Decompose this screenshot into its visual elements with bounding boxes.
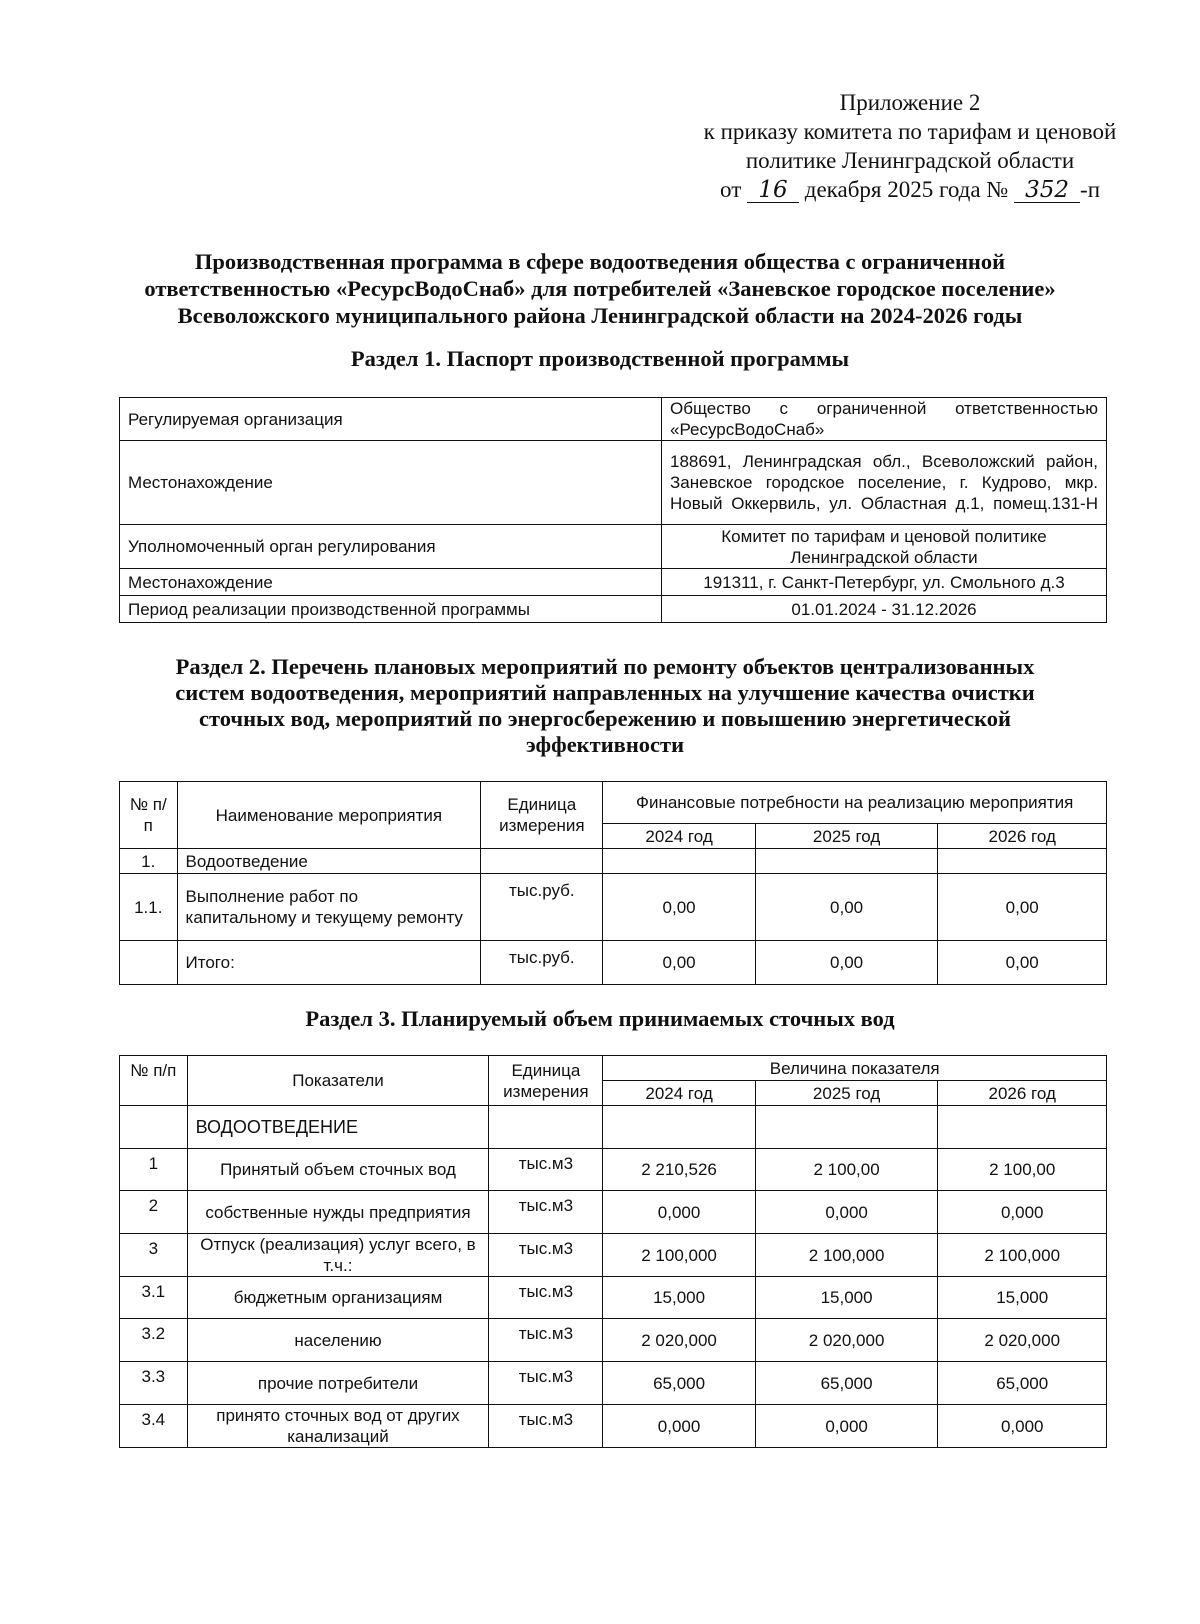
row-value-2025: 15,000 bbox=[755, 1277, 938, 1319]
row-value-2024: 2 020,000 bbox=[603, 1319, 755, 1362]
appendix-header bbox=[660, 88, 1160, 204]
row-name: принято сточных вод от других канализаций bbox=[187, 1405, 489, 1448]
passport-value: Комитет по тарифам и ценовой политике Ленинградской области bbox=[662, 525, 1107, 569]
row-num: 1.1. bbox=[120, 874, 178, 941]
table-row bbox=[120, 441, 1107, 525]
table-row bbox=[120, 874, 1107, 941]
row-name: Принятый объем сточных вод bbox=[187, 1149, 489, 1191]
row-num: 1. bbox=[120, 849, 178, 874]
section-2-heading-line-3: сточных вод, мероприятий по энергосбережению и повышению энергетической bbox=[198, 706, 1012, 731]
section-2-heading-line-4: эффективности bbox=[525, 732, 685, 757]
row-value-2026: 0,000 bbox=[938, 1191, 1107, 1234]
column-header-name: Наименование мероприятия bbox=[177, 782, 481, 849]
row-unit: тыс.м3 bbox=[489, 1234, 603, 1277]
table-row bbox=[120, 596, 1107, 623]
row-value-2026: 0,00 bbox=[938, 941, 1107, 985]
row-num: 2 bbox=[120, 1191, 188, 1234]
row-unit: тыс.руб. bbox=[481, 941, 603, 985]
row-unit: тыс.м3 bbox=[489, 1149, 603, 1191]
row-value-2024: 2 100,000 bbox=[603, 1234, 755, 1277]
table-row bbox=[120, 1234, 1107, 1277]
row-value-2024: 0,00 bbox=[603, 941, 755, 985]
program-title-line-1: Производственная программа в сфере водоотведения общества с ограниченной bbox=[194, 249, 1006, 274]
section-2-heading bbox=[40, 654, 1170, 758]
row-value-2025: 2 020,000 bbox=[755, 1319, 938, 1362]
table-row bbox=[120, 1106, 1107, 1149]
row-value-2024: 2 210,526 bbox=[603, 1149, 755, 1191]
table-row bbox=[120, 398, 1107, 441]
table-row bbox=[120, 849, 1107, 874]
row-value-2024: 0,000 bbox=[603, 1405, 755, 1448]
column-header-unit: Единица измерения bbox=[489, 1056, 603, 1106]
row-name: Отпуск (реализация) услуг всего, в т.ч.: bbox=[187, 1234, 489, 1277]
table-header-row bbox=[120, 1056, 1107, 1081]
row-unit: тыс.м3 bbox=[489, 1277, 603, 1319]
passport-label: Регулируемая организация bbox=[120, 398, 662, 441]
row-value-2025: 0,000 bbox=[755, 1191, 938, 1234]
appendix-title: Приложение 2 bbox=[839, 90, 981, 115]
row-unit bbox=[481, 849, 603, 874]
row-name: прочие потребители bbox=[187, 1362, 489, 1405]
table-header-row bbox=[120, 782, 1107, 824]
program-title bbox=[60, 248, 1140, 329]
row-value-2026: 2 020,000 bbox=[938, 1319, 1107, 1362]
column-header-2025: 2025 год bbox=[755, 824, 938, 849]
row-num: 3.1 bbox=[120, 1277, 188, 1319]
row-num bbox=[120, 1106, 188, 1149]
table-row bbox=[120, 941, 1107, 985]
section-2-heading-line-1: Раздел 2. Перечень плановых мероприятий по ремонту объектов централизованных bbox=[175, 654, 1035, 679]
row-unit: тыс.м3 bbox=[489, 1191, 603, 1234]
row-name: Итого: bbox=[177, 941, 481, 985]
row-value-2025 bbox=[755, 1106, 938, 1149]
table-row bbox=[120, 1149, 1107, 1191]
order-number-suffix: -п bbox=[1080, 177, 1100, 202]
column-header-num: № п/п bbox=[120, 1056, 188, 1106]
row-num: 1 bbox=[120, 1149, 188, 1191]
row-num: 3.2 bbox=[120, 1319, 188, 1362]
section-3-heading: Раздел 3. Планируемый объем принимаемых сточных вод bbox=[305, 1006, 895, 1031]
table-row bbox=[120, 1405, 1107, 1448]
section-1-heading: Раздел 1. Паспорт производственной программы bbox=[350, 346, 850, 371]
column-header-name: Показатели bbox=[187, 1056, 489, 1106]
row-value-2026: 15,000 bbox=[938, 1277, 1107, 1319]
passport-table bbox=[119, 397, 1107, 623]
row-num: 3 bbox=[120, 1234, 188, 1277]
passport-value: 01.01.2024 - 31.12.2026 bbox=[662, 596, 1107, 623]
passport-value: Общество с ограниченной ответственностью «РесурсВодоСнаб» bbox=[662, 398, 1107, 441]
row-value-2026 bbox=[938, 1106, 1107, 1149]
row-name: Водоотведение bbox=[177, 849, 481, 874]
row-unit: тыс.м3 bbox=[489, 1362, 603, 1405]
wastewater-volume-table bbox=[119, 1055, 1107, 1448]
appendix-date-line bbox=[660, 175, 1160, 204]
row-value-2025: 0,00 bbox=[755, 874, 938, 941]
row-value-2025: 0,000 bbox=[755, 1405, 938, 1448]
table-row bbox=[120, 1191, 1107, 1234]
row-name: собственные нужды предприятия bbox=[187, 1191, 489, 1234]
column-header-2024: 2024 год bbox=[603, 824, 755, 849]
table-row bbox=[120, 569, 1107, 596]
table-row bbox=[120, 525, 1107, 569]
handwritten-day: 16 bbox=[747, 178, 799, 203]
row-value-2024: 65,000 bbox=[603, 1362, 755, 1405]
passport-label: Местонахождение bbox=[120, 441, 662, 525]
column-header-unit: Единица измерения bbox=[481, 782, 603, 849]
row-value-2026: 2 100,00 bbox=[938, 1149, 1107, 1191]
appendix-committee-line: политике Ленинградской области bbox=[745, 148, 1075, 173]
row-unit: тыс.м3 bbox=[489, 1319, 603, 1362]
row-name: Выполнение работ по капитальному и текущему ремонту bbox=[177, 874, 481, 941]
column-header-2026: 2026 год bbox=[938, 1081, 1107, 1106]
column-header-2025: 2025 год bbox=[755, 1081, 938, 1106]
row-value-2025: 2 100,00 bbox=[755, 1149, 938, 1191]
row-name: населению bbox=[187, 1319, 489, 1362]
measures-table bbox=[119, 781, 1107, 985]
row-value-2026 bbox=[938, 849, 1107, 874]
table-row bbox=[120, 1277, 1107, 1319]
column-header-2026: 2026 год bbox=[938, 824, 1107, 849]
row-num: 3.3 bbox=[120, 1362, 188, 1405]
row-num bbox=[120, 941, 178, 985]
row-value-2025: 65,000 bbox=[755, 1362, 938, 1405]
row-unit: тыс.м3 bbox=[489, 1405, 603, 1448]
row-unit bbox=[489, 1106, 603, 1149]
section-2-heading-line-2: систем водоотведения, мероприятий направленных на улучшение качества очистки bbox=[175, 680, 1035, 705]
handwritten-order-number: 352 bbox=[1014, 178, 1080, 203]
row-value-2025 bbox=[755, 849, 938, 874]
column-header-value: Величина показателя bbox=[603, 1056, 1107, 1081]
row-value-2026: 0,000 bbox=[938, 1405, 1107, 1448]
row-name: ВОДООТВЕДЕНИЕ bbox=[187, 1106, 489, 1149]
program-title-line-2: ответственностью «РесурсВодоСнаб» для потребителей «Заневское городское поселение» bbox=[144, 276, 1056, 301]
row-value-2026: 0,00 bbox=[938, 874, 1107, 941]
row-value-2024: 0,00 bbox=[603, 874, 755, 941]
date-middle: декабря 2025 года № bbox=[804, 177, 1009, 202]
row-name: бюджетным организациям bbox=[187, 1277, 489, 1319]
row-value-2026: 65,000 bbox=[938, 1362, 1107, 1405]
row-value-2026: 2 100,000 bbox=[938, 1234, 1107, 1277]
table-row bbox=[120, 1319, 1107, 1362]
row-value-2024 bbox=[603, 849, 755, 874]
passport-label: Уполномоченный орган регулирования bbox=[120, 525, 662, 569]
row-unit: тыс.руб. bbox=[481, 874, 603, 941]
passport-value: 191311, г. Санкт-Петербург, ул. Смольного д.3 bbox=[662, 569, 1107, 596]
table-row bbox=[120, 1362, 1107, 1405]
row-num: 3.4 bbox=[120, 1405, 188, 1448]
row-value-2024: 0,000 bbox=[603, 1191, 755, 1234]
program-title-line-3: Всеволожского муниципального района Ленинградской области на 2024-2026 годы bbox=[177, 303, 1023, 328]
column-header-finance: Финансовые потребности на реализацию мероприятия bbox=[603, 782, 1107, 824]
appendix-order-line: к приказу комитета по тарифам и ценовой bbox=[703, 119, 1117, 144]
row-value-2025: 0,00 bbox=[755, 941, 938, 985]
passport-label: Период реализации производственной программы bbox=[120, 596, 662, 623]
passport-value: 188691, Ленинградская обл., Всеволожский район, Заневское городское поселение, г. Кудрово, мкр. Новый Оккервиль, ул. Областная д.1, помещ.131-Н bbox=[662, 441, 1107, 525]
date-prefix: от bbox=[720, 177, 742, 202]
row-value-2024 bbox=[603, 1106, 755, 1149]
row-value-2025: 2 100,000 bbox=[755, 1234, 938, 1277]
row-value-2024: 15,000 bbox=[603, 1277, 755, 1319]
column-header-2024: 2024 год bbox=[603, 1081, 755, 1106]
column-header-num: № п/п bbox=[120, 782, 178, 849]
passport-label: Местонахождение bbox=[120, 569, 662, 596]
